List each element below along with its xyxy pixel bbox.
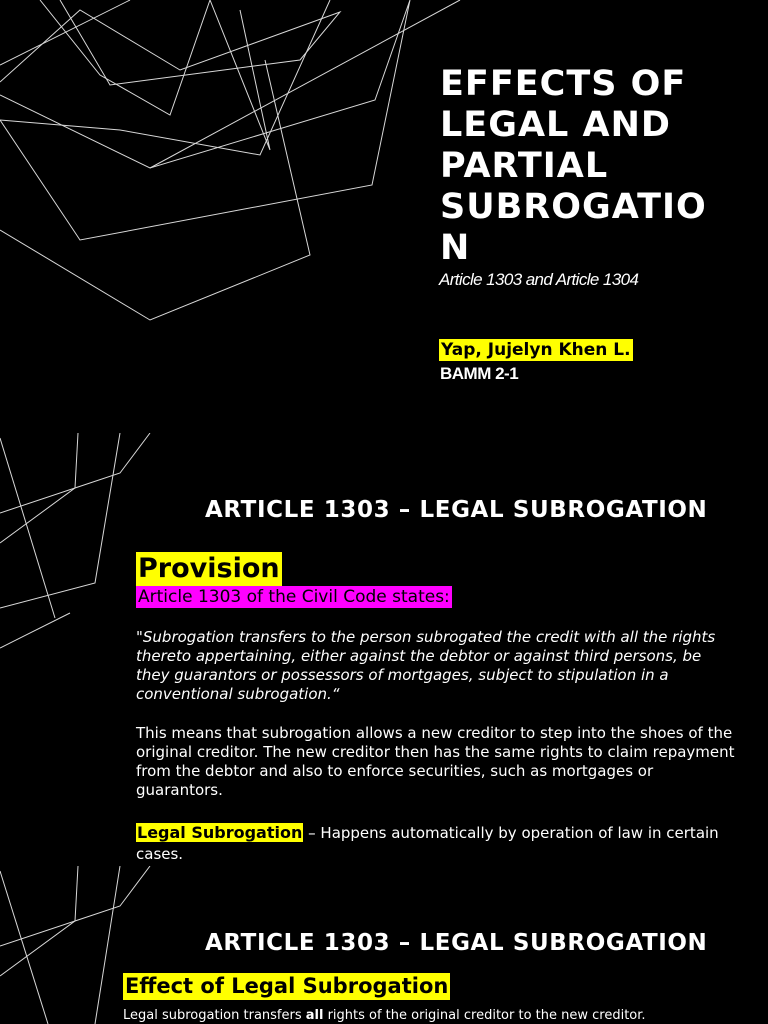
provision-quote: "Subrogation transfers to the person subrogated the credit with all the rights thereto appertaining, either against the debtor or against third persons, be they guarantors or possessors of mortgages, subject to stipulation in a conventional subrogation.“ [136,628,716,703]
geometric-line-decoration [0,433,160,653]
effect-sentence [123,1008,646,1023]
legal-subrogation-definition [136,822,736,865]
effect-label: Effect of Legal Subrogation [125,974,449,998]
explanation-paragraph: This means that subrogation allows a new creditor to step into the shoes of the original creditor. The new creditor then has the same rights to claim repayment from the debtor and also to enforce securities, such as mortgages or guarantors. [136,724,735,799]
geometric-line-decoration [0,0,470,330]
slide-heading: ARTICLE 1303 – LEGAL SUBROGATION [205,930,708,956]
author-name: Yap, Jujelyn Khen L. [441,340,631,360]
effect-text-before: Legal subrogation transfers [123,1008,306,1023]
legal-subrogation-text: – Happens automatically by operation of law in certain cases. [136,824,719,863]
geometric-line-decoration [0,866,160,1024]
effect-text-after: rights of the original creditor to the new creditor. [323,1008,646,1023]
effect-text-bold: all [305,1008,324,1023]
slide-heading: ARTICLE 1303 – LEGAL SUBROGATION [205,497,708,523]
legal-subrogation-term: Legal Subrogation [137,823,303,842]
presentation-subtitle: Article 1303 and Article 1304 [439,270,639,289]
civil-code-states-label: Article 1303 of the Civil Code states: [138,587,450,607]
provision-label: Provision [138,553,280,584]
author-section: BAMM 2-1 [440,364,519,383]
presentation-title: EFFECTS OF LEGAL AND PARTIAL SUBROGATIO N [440,64,707,268]
